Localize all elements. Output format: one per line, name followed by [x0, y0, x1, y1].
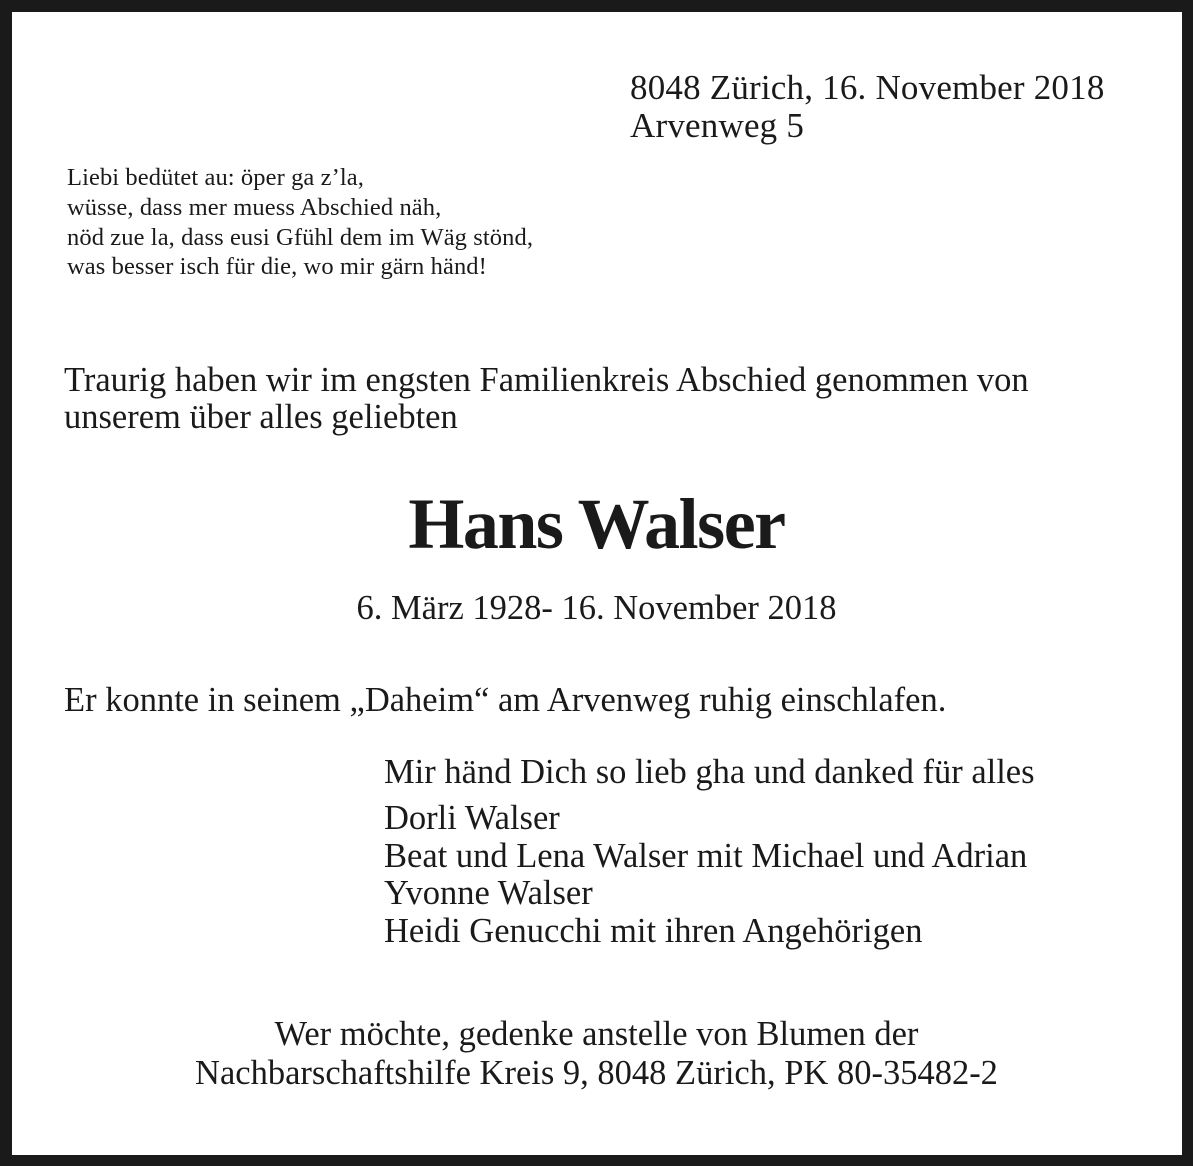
deceased-name: Hans Walser — [408, 484, 785, 564]
mourners-thanks: Mir händ Dich so lieb gha und danked für alles — [384, 753, 1035, 791]
mourner-name: Dorli Walser — [384, 799, 560, 837]
poem-line: was besser isch für die, wo mir gärn händ! — [67, 253, 487, 280]
intro-line: Traurig haben wir im engsten Familienkreis Abschied genommen von — [64, 361, 1029, 399]
farewell-message: Er konnte in seinem „Daheim“ am Arvenweg ruhig einschlafen. — [64, 681, 947, 719]
mourner-name: Yvonne Walser — [384, 874, 593, 912]
mourner-name: Beat und Lena Walser mit Michael und Adrian — [384, 837, 1028, 875]
poem-line: Liebi bedütet au: öper ga z’la, — [67, 164, 364, 191]
donation-line: Nachbarschaftshilfe Kreis 9, 8048 Zürich, PK 80-35482-2 — [195, 1054, 998, 1092]
intro-line: unserem über alles geliebten — [64, 398, 458, 436]
donation-line: Wer möchte, gedenke anstelle von Blumen der — [274, 1015, 919, 1053]
street-address: Arvenweg 5 — [630, 106, 805, 145]
place-date: 8048 Zürich, 16. November 2018 — [630, 68, 1105, 107]
mourner-name: Heidi Genucchi mit ihren Angehörigen — [384, 912, 923, 950]
life-dates: 6. März 1928- 16. November 2018 — [356, 589, 837, 627]
poem-line: nöd zue la, dass eusi Gfühl dem im Wäg stönd, — [67, 224, 534, 251]
poem-line: wüsse, dass mer muess Abschied näh, — [67, 194, 442, 221]
